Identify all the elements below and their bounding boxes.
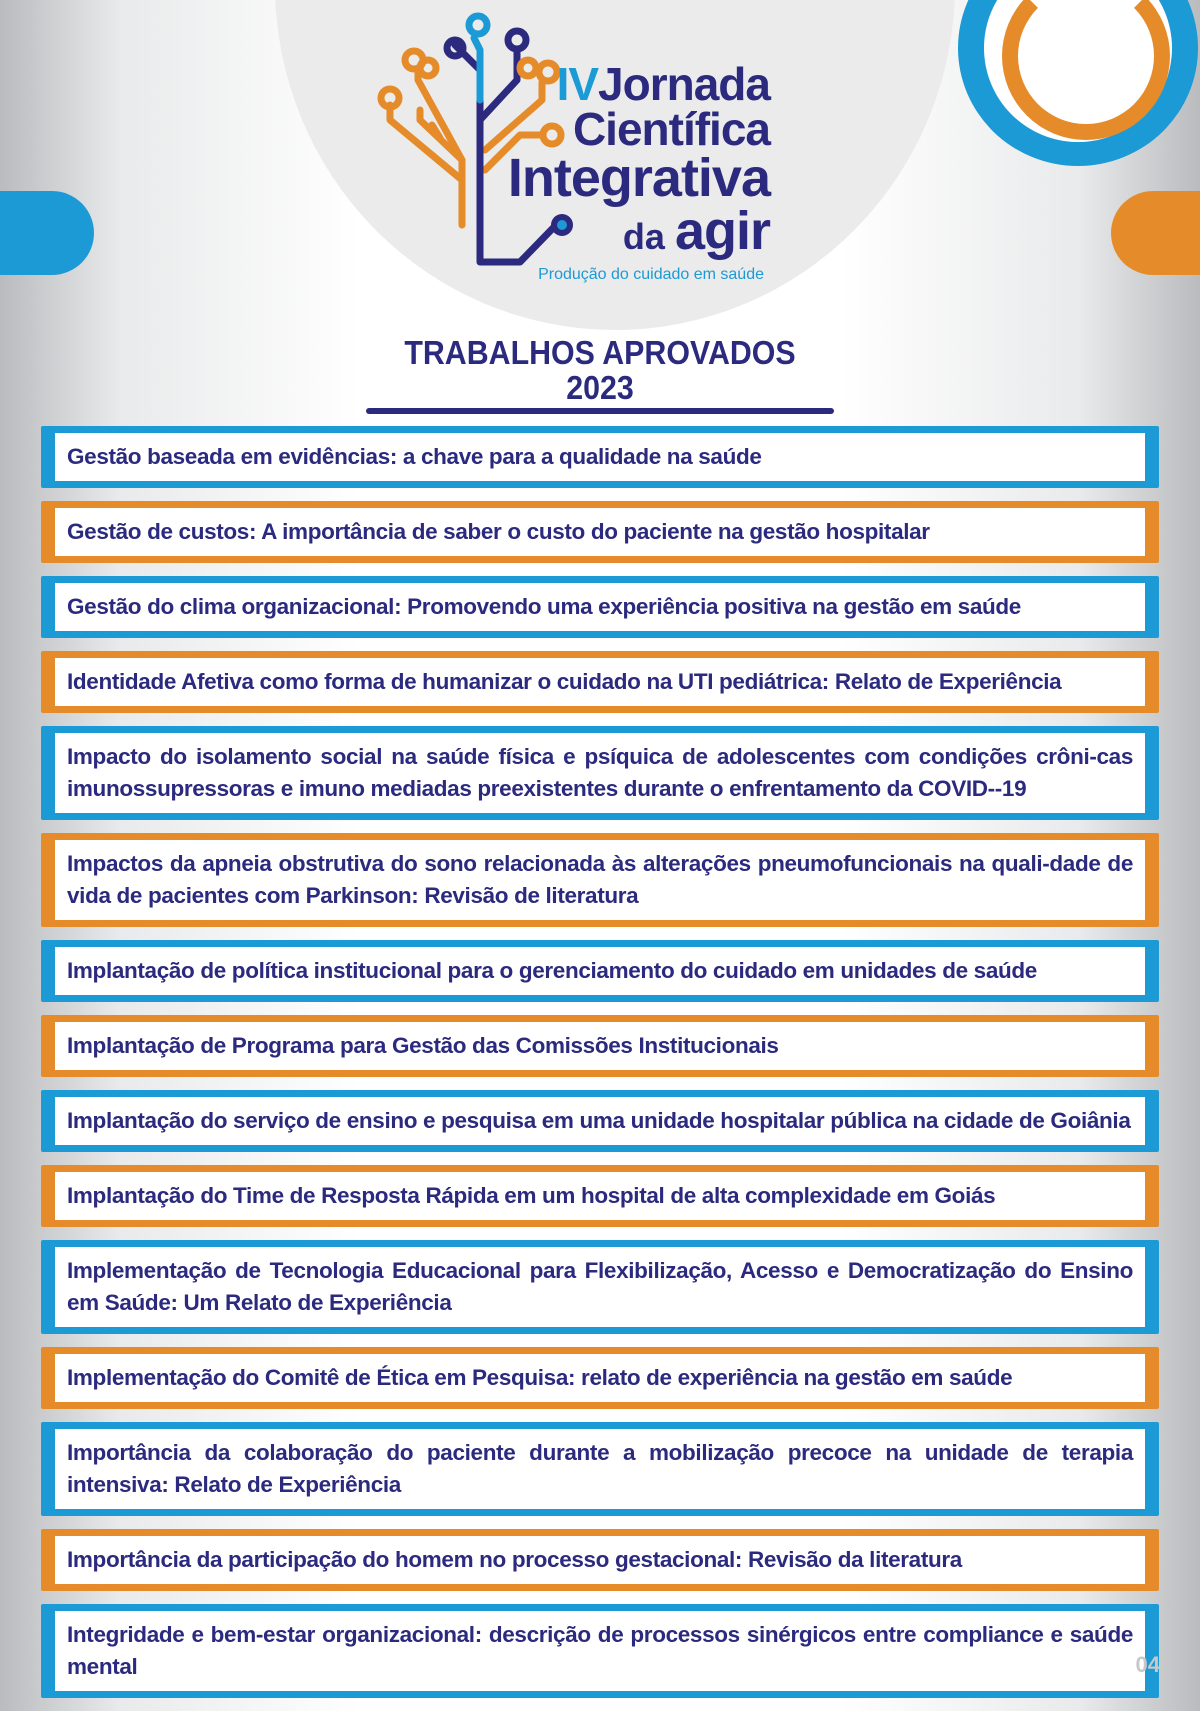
list-item-text: Integridade e bem-estar organizacional: descrição de processos sinérgicos entre compliance e saúde mental	[55, 1611, 1145, 1691]
logo-line1: Jornada	[598, 58, 770, 110]
list-item	[41, 651, 1159, 713]
list-item-text: Implantação do Time de Resposta Rápida em um hospital de alta complexidade em Goiás	[55, 1172, 1145, 1220]
logo-numeral: IV	[556, 58, 599, 110]
logo-line2: Científica	[572, 103, 770, 156]
list-item	[41, 1604, 1159, 1698]
list-item-text: Implementação de Tecnologia Educacional para Flexibilização, Acesso e Democratização do Ensino em Saúde: Um Relato de Experiência	[55, 1247, 1145, 1327]
list-item-text: Impactos da apneia obstrutiva do sono relacionada às alterações pneumofuncionais na quali-dade de vida de pacientes com Parkinson: Revisão de literatura	[55, 840, 1145, 920]
list-item-text: Gestão de custos: A importância de saber o custo do paciente na gestão hospitalar	[55, 508, 1145, 556]
page-title-line1: TRABALHOS APROVADOS	[404, 334, 796, 371]
list-item	[41, 1347, 1159, 1409]
list-item	[41, 833, 1159, 927]
logo-tagline: Produção do cuidado em saúde	[538, 266, 764, 283]
page-number: 04	[1135, 1652, 1160, 1677]
list-item	[41, 1090, 1159, 1152]
logo-brand: agir	[674, 201, 770, 262]
logo-line4-prefix: da	[622, 216, 665, 258]
list-item-text: Implantação do serviço de ensino e pesquisa em uma unidade hospitalar pública na cidade de Goiânia	[55, 1097, 1145, 1145]
list-item-text: Identidade Afetiva como forma de humanizar o cuidado na UTI pediátrica: Relato de Experiência	[55, 658, 1145, 706]
event-logo-text	[500, 58, 770, 262]
list-item	[41, 1015, 1159, 1077]
list-item	[41, 1529, 1159, 1591]
approved-works-list	[41, 426, 1159, 1711]
list-item	[41, 576, 1159, 638]
list-item-text: Importância da participação do homem no processo gestacional: Revisão da literatura	[55, 1536, 1145, 1584]
list-item-text: Implantação de Programa para Gestão das Comissões Institucionais	[55, 1022, 1145, 1070]
list-item	[41, 1422, 1159, 1516]
page-title-line2: 2023	[566, 368, 634, 406]
list-item	[41, 726, 1159, 820]
list-item-text: Implantação de política institucional para o gerenciamento do cuidado em unidades de saúde	[55, 947, 1145, 995]
list-item-text: Implementação do Comitê de Ética em Pesquisa: relato de experiência na gestão em saúde	[55, 1354, 1145, 1402]
list-item-text: Importância da colaboração do paciente durante a mobilização precoce na unidade de terapia intensiva: Relato de Experiência	[55, 1429, 1145, 1509]
right-pill-decoration	[1111, 191, 1200, 275]
list-item	[41, 1165, 1159, 1227]
page-title	[324, 336, 876, 405]
list-item	[41, 501, 1159, 563]
list-item-text: Gestão baseada em evidências: a chave para a qualidade na saúde	[55, 433, 1145, 481]
list-item	[41, 940, 1159, 1002]
list-item	[41, 426, 1159, 488]
list-item	[41, 1240, 1159, 1334]
left-pill-decoration	[0, 191, 94, 275]
list-item-text: Impacto do isolamento social na saúde física e psíquica de adolescentes com condições crôni-cas imunossupressoras e imuno mediadas preexistentes durante o enfrentamento da COVID--19	[55, 733, 1145, 813]
logo-line3: Integrativa	[507, 148, 770, 209]
title-underline	[366, 408, 834, 414]
list-item-text: Gestão do clima organizacional: Promovendo uma experiência positiva na gestão em saúde	[55, 583, 1145, 631]
